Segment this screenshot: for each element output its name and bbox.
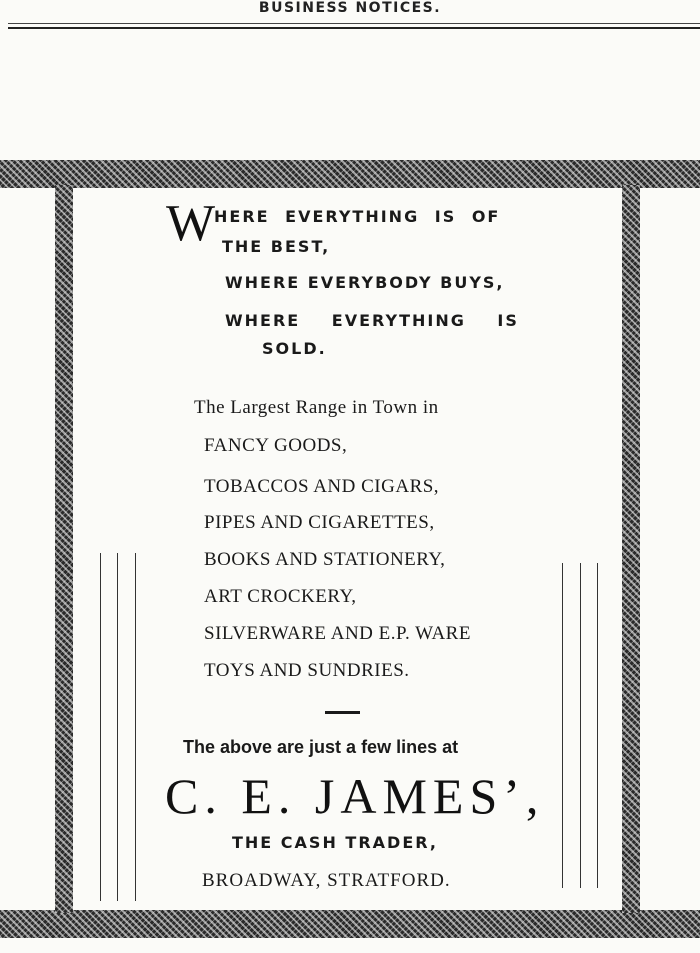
merchant-address: BROADWAY, STRATFORD. bbox=[202, 870, 451, 891]
merchant-name: C. E. JAMES’, bbox=[165, 768, 545, 824]
right-vertical-rule bbox=[580, 563, 581, 888]
goods-item: TOYS AND SUNDRIES. bbox=[204, 660, 410, 681]
goods-item: PIPES AND CIGARETTES, bbox=[204, 512, 435, 533]
page-header bbox=[0, 0, 700, 40]
slogan-line-4: WHERE EVERYTHING IS bbox=[225, 311, 519, 330]
slogan-line-2: THE BEST, bbox=[222, 237, 331, 256]
merchant-tagline: THE CASH TRADER, bbox=[232, 833, 438, 852]
header-rule-double bbox=[8, 27, 700, 29]
goods-item: TOBACCOS AND CIGARS, bbox=[204, 476, 440, 497]
drop-cap-letter: W bbox=[166, 195, 216, 252]
ornamental-border-right bbox=[622, 185, 640, 913]
range-intro: The Largest Range in Town in bbox=[194, 397, 439, 418]
left-vertical-rule bbox=[135, 553, 136, 901]
short-divider bbox=[325, 711, 360, 714]
slogan-line-5: SOLD. bbox=[262, 339, 327, 358]
ornamental-border-left bbox=[55, 185, 73, 913]
goods-item: BOOKS AND STATIONERY, bbox=[204, 549, 446, 570]
goods-item: SILVERWARE AND E.P. WARE bbox=[204, 623, 471, 644]
left-vertical-rule bbox=[100, 553, 101, 901]
goods-item: ART CROCKERY, bbox=[204, 586, 357, 607]
slogan-line-3: WHERE EVERYBODY BUYS, bbox=[225, 273, 505, 292]
header-rule bbox=[8, 23, 700, 24]
slogan-line-1: HERE EVERYTHING IS OF bbox=[214, 207, 501, 226]
goods-item: FANCY GOODS, bbox=[204, 435, 348, 456]
few-lines-text: The above are just a few lines at bbox=[183, 737, 459, 757]
ornamental-border-top bbox=[0, 160, 700, 188]
right-vertical-rule bbox=[562, 563, 563, 888]
ornamental-border-bottom bbox=[0, 910, 700, 938]
page-title: BUSINESS NOTICES. bbox=[258, 0, 442, 16]
right-vertical-rule bbox=[597, 563, 598, 888]
left-vertical-rule bbox=[117, 553, 118, 901]
